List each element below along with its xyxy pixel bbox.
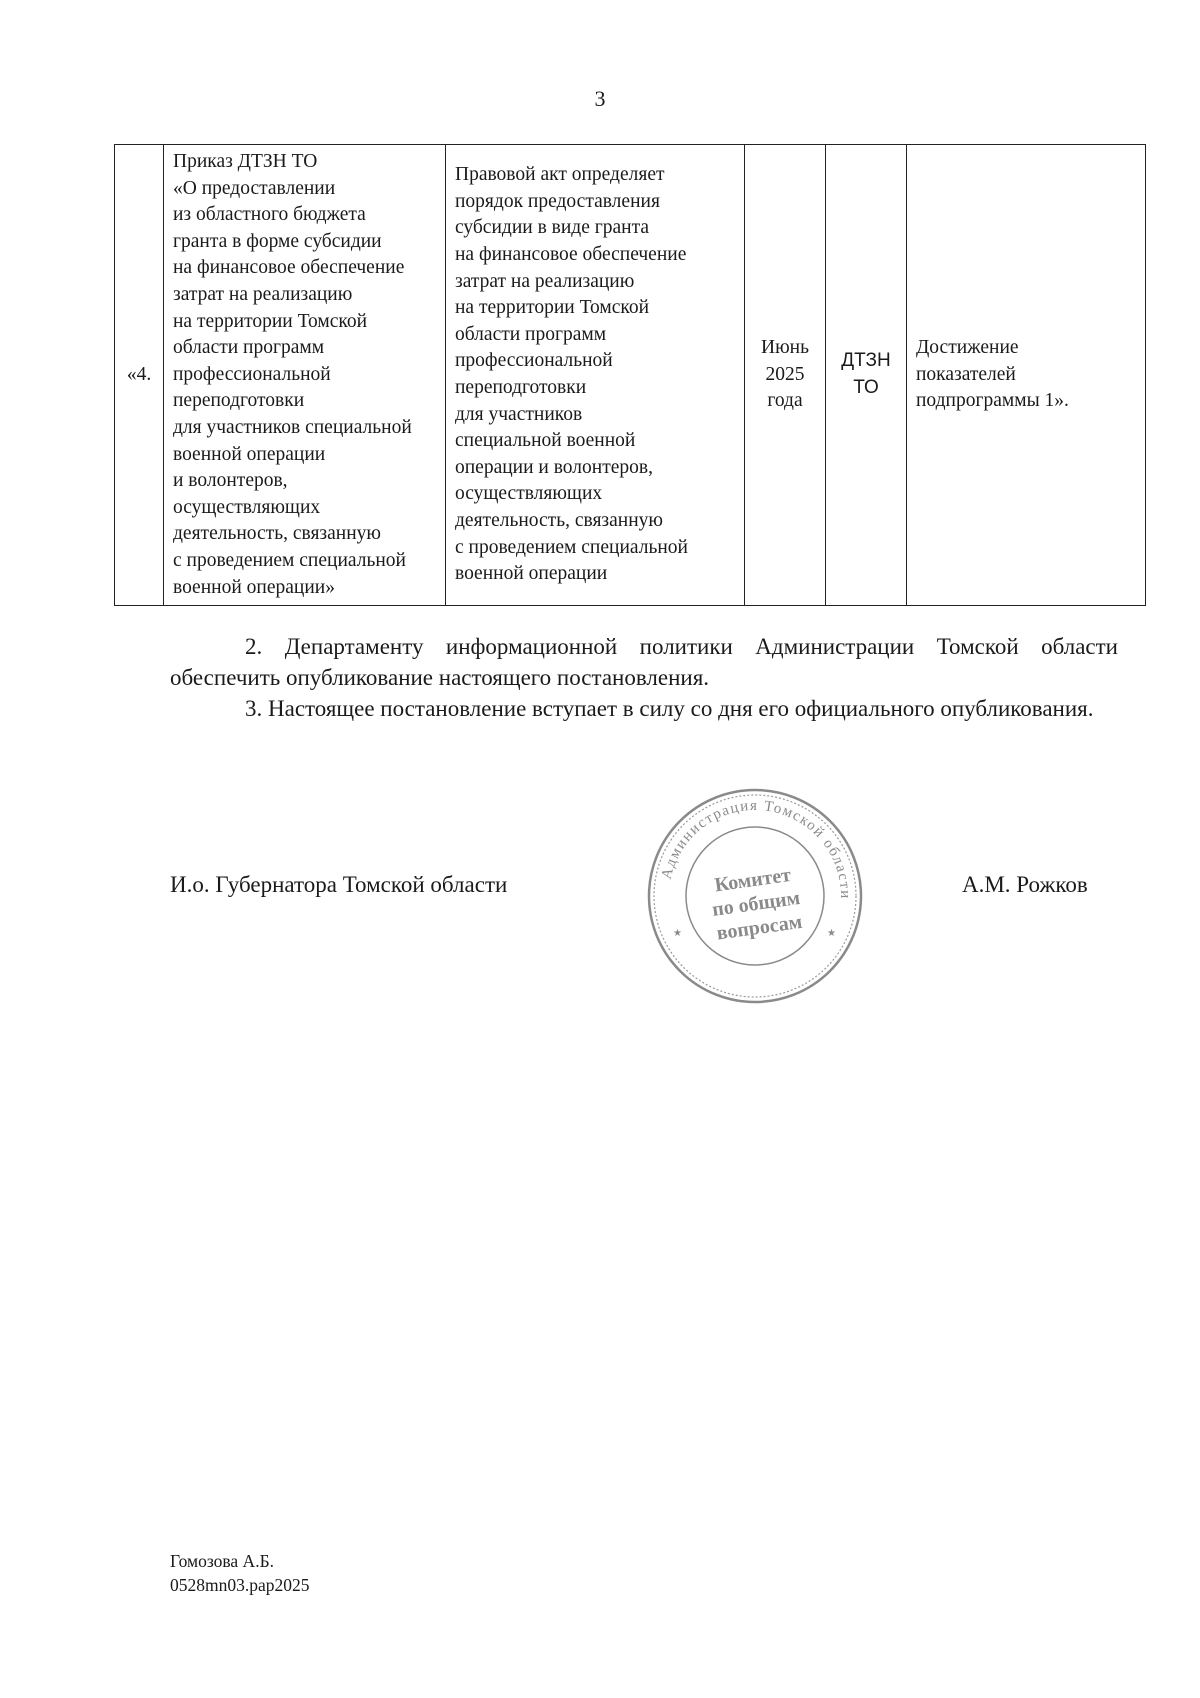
svg-text:★: ★: [673, 928, 682, 939]
footer-author: Гомозова А.Б.: [170, 1551, 274, 1571]
signatory-name: А.М. Рожков: [962, 872, 1088, 897]
stamp-center-line-3: вопросам: [715, 910, 804, 945]
stamp-ring-text: Администрация Томской области: [658, 797, 854, 900]
stamp-center-line-1: Комитет: [713, 863, 793, 897]
act-description-cell: Правовой акт определяет порядок предоставления субсидии в виде гранта на финансовое обеспечение затрат на реализацию на территории Томской области программ профессиональной переподготовки для участников специальной военной операции и волонтеров, осуществляющих деятельность, связанную с проведением специальной военной операции: [446, 145, 745, 606]
responsible-cell: ДТЗН ТО: [826, 145, 907, 606]
paragraph-2: 2. Департаменту информационной политики Администрации Томской области обеспечить опубликование настоящего постановления.: [170, 634, 1118, 690]
official-stamp-icon: [645, 786, 865, 1006]
stamp-center-line-2: по общим: [710, 886, 802, 921]
table-row: [115, 145, 1146, 606]
paragraph-3: 3. Настоящее постановление вступает в силу со дня его официального опубликования.: [245, 696, 1094, 721]
svg-text:★: ★: [827, 928, 836, 939]
act-name-cell: Приказ ДТЗН ТО «О предоставлении из областного бюджета гранта в форме субсидии на финансовое обеспечение затрат на реализацию на территории Томской области программ профессиональной переподготовки для участников специальной военной операции и волонтеров, осуществляющих деятельность, связанную с проведением специальной военной операции»: [164, 145, 446, 606]
expected-result-cell: Достижение показателей подпрограммы 1».: [907, 145, 1146, 606]
signatory-title: И.о. Губернатора Томской области: [170, 872, 508, 897]
measures-table: [114, 144, 1146, 606]
footer-file-code: 0528mn03.pap2025: [170, 1575, 310, 1595]
deadline-cell: Июнь 2025 года: [745, 145, 826, 606]
footer: [170, 1549, 310, 1597]
page-number: 3: [594, 86, 606, 111]
row-number: «4.: [115, 145, 164, 606]
